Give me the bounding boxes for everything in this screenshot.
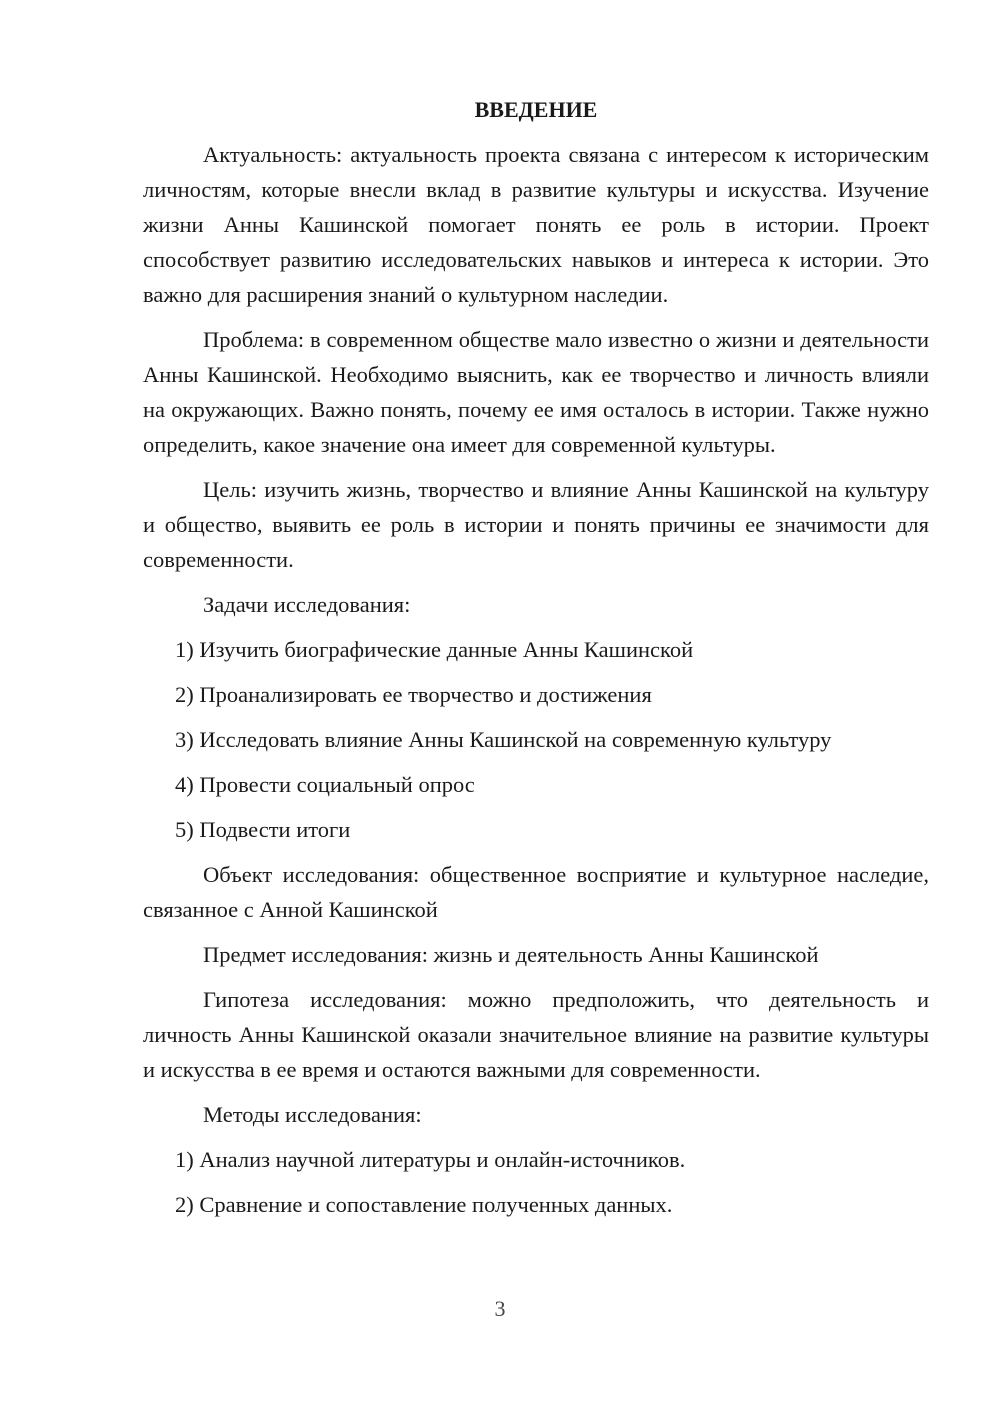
task-item: 2) Проанализировать ее творчество и достижения (175, 682, 652, 707)
relevance-paragraph: Актуальность: актуальность проекта связана с интересом к историческим личностям, которые внесли вклад в развитие культуры и искусства. Изучение жизни Анны Кашинской помогает понять ее роль в истории. Проект способствует развитию исследовательских навыков и интереса к истории. Это важно для расширения знаний о культурном наследии. (143, 142, 929, 307)
hypothesis-paragraph: Гипотеза исследования: можно предположить, что деятельность и личность Анны Кашинской оказали значительное влияние на развитие культуры и искусства в ее время и остаются важными для современности. (143, 987, 929, 1082)
task-item: 5) Подвести итоги (175, 817, 351, 842)
methods-heading: Методы исследования: (203, 1102, 422, 1127)
problem-paragraph: Проблема: в современном обществе мало известно о жизни и деятельности Анны Кашинской. Необходимо выяснить, как ее творчество и личность влияли на окружающих. Важно понять, почему ее имя осталось в истории. Также нужно определить, какое значение она имеет для современной культуры. (143, 327, 929, 457)
page-number: 3 (494, 1296, 506, 1321)
task-item: 1) Изучить биографические данные Анны Кашинской (175, 637, 694, 662)
task-item: 4) Провести социальный опрос (175, 772, 475, 797)
method-item: 2) Сравнение и сопоставление полученных данных. (175, 1192, 673, 1217)
object-paragraph: Объект исследования: общественное восприятие и культурное наследие, связанное с Анной Кашинской (143, 862, 929, 922)
task-item: 3) Исследовать влияние Анны Кашинской на современную культуру (175, 727, 832, 752)
tasks-heading: Задачи исследования: (203, 592, 411, 617)
goal-paragraph: Цель: изучить жизнь, творчество и влияние Анны Кашинской на культуру и общество, выявить ее роль в истории и понять причины ее значимости для современности. (143, 477, 929, 572)
method-item: 1) Анализ научной литературы и онлайн-источников. (175, 1147, 686, 1172)
document-page (143, 92, 929, 1232)
subject-paragraph: Предмет исследования: жизнь и деятельность Анны Кашинской (203, 942, 819, 967)
section-title: ВВЕДЕНИЕ (474, 97, 598, 122)
